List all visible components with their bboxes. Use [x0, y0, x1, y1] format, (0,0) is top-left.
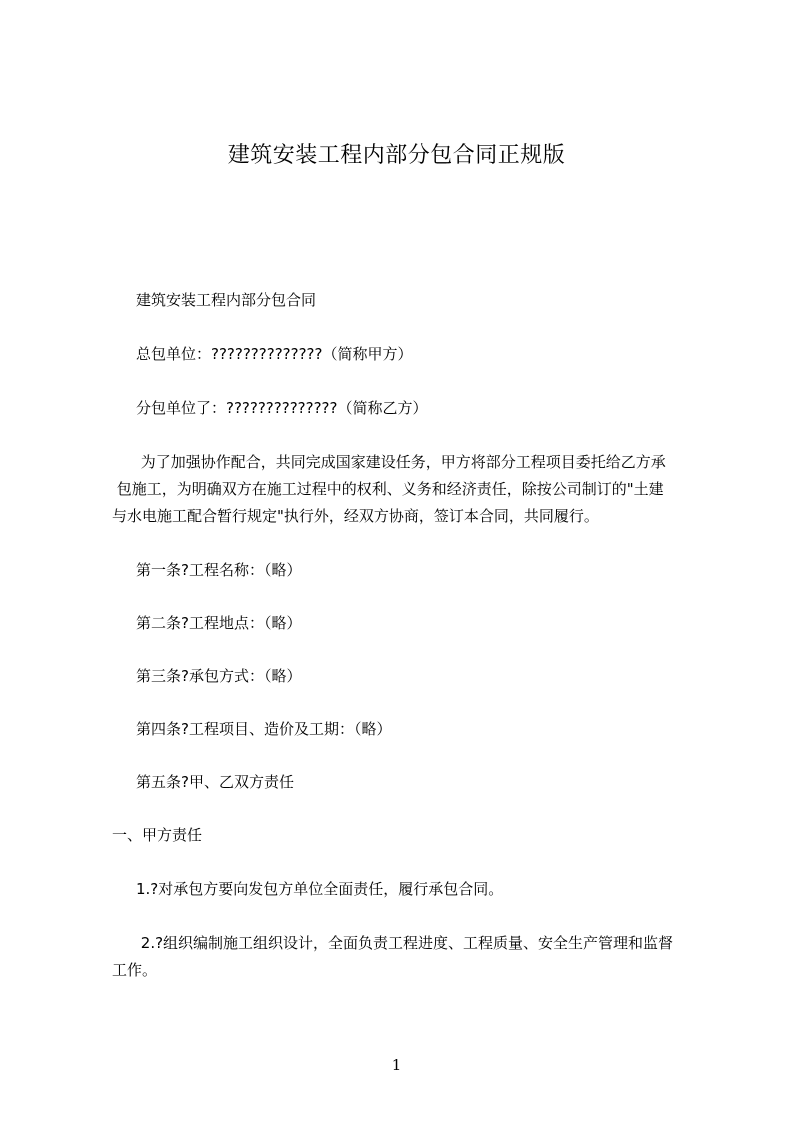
paragraph-subcontractor: 分包单位了：??????????????（简称乙方）	[136, 399, 428, 417]
article-2: 第二条?工程地点：（略）	[136, 614, 302, 632]
clause-2-line-2: 工作。	[112, 961, 158, 979]
paragraph-general-contractor: 总包单位：??????????????（简称甲方）	[136, 345, 413, 363]
page-number: 1	[391, 1056, 402, 1074]
article-4: 第四条?工程项目、造价及工期：（略）	[136, 720, 392, 738]
clause-2-line-1: 2.?组织编制施工组织设计，全面负责工程进度、工程质量、安全生产管理和监督	[136, 934, 674, 952]
article-3: 第三条?承包方式：（略）	[136, 667, 302, 685]
clause-1: 1.?对承包方要向发包方单位全面责任，履行承包合同。	[136, 880, 504, 898]
section-party-a-heading: 一、甲方责任	[112, 826, 203, 844]
paragraph-preamble-line-2: 包施工，为明确双方在施工过程中的权利、义务和经济责任，除按公司制订的"土建	[112, 480, 664, 498]
article-5: 第五条?甲、乙双方责任	[136, 773, 294, 791]
article-1: 第一条?工程名称：（略）	[136, 561, 302, 579]
paragraph-preamble-line-3: 与水电施工配合暂行规定"执行外，经双方协商，签订本合同，共同履行。	[112, 507, 599, 525]
document-title: 建筑安装工程内部分包合同正规版	[227, 143, 566, 168]
paragraph-contract-name: 建筑安装工程内部分包合同	[136, 291, 317, 309]
paragraph-preamble-line-1: 为了加强协作配合，共同完成国家建设任务，甲方将部分工程项目委托给乙方承	[136, 453, 666, 471]
